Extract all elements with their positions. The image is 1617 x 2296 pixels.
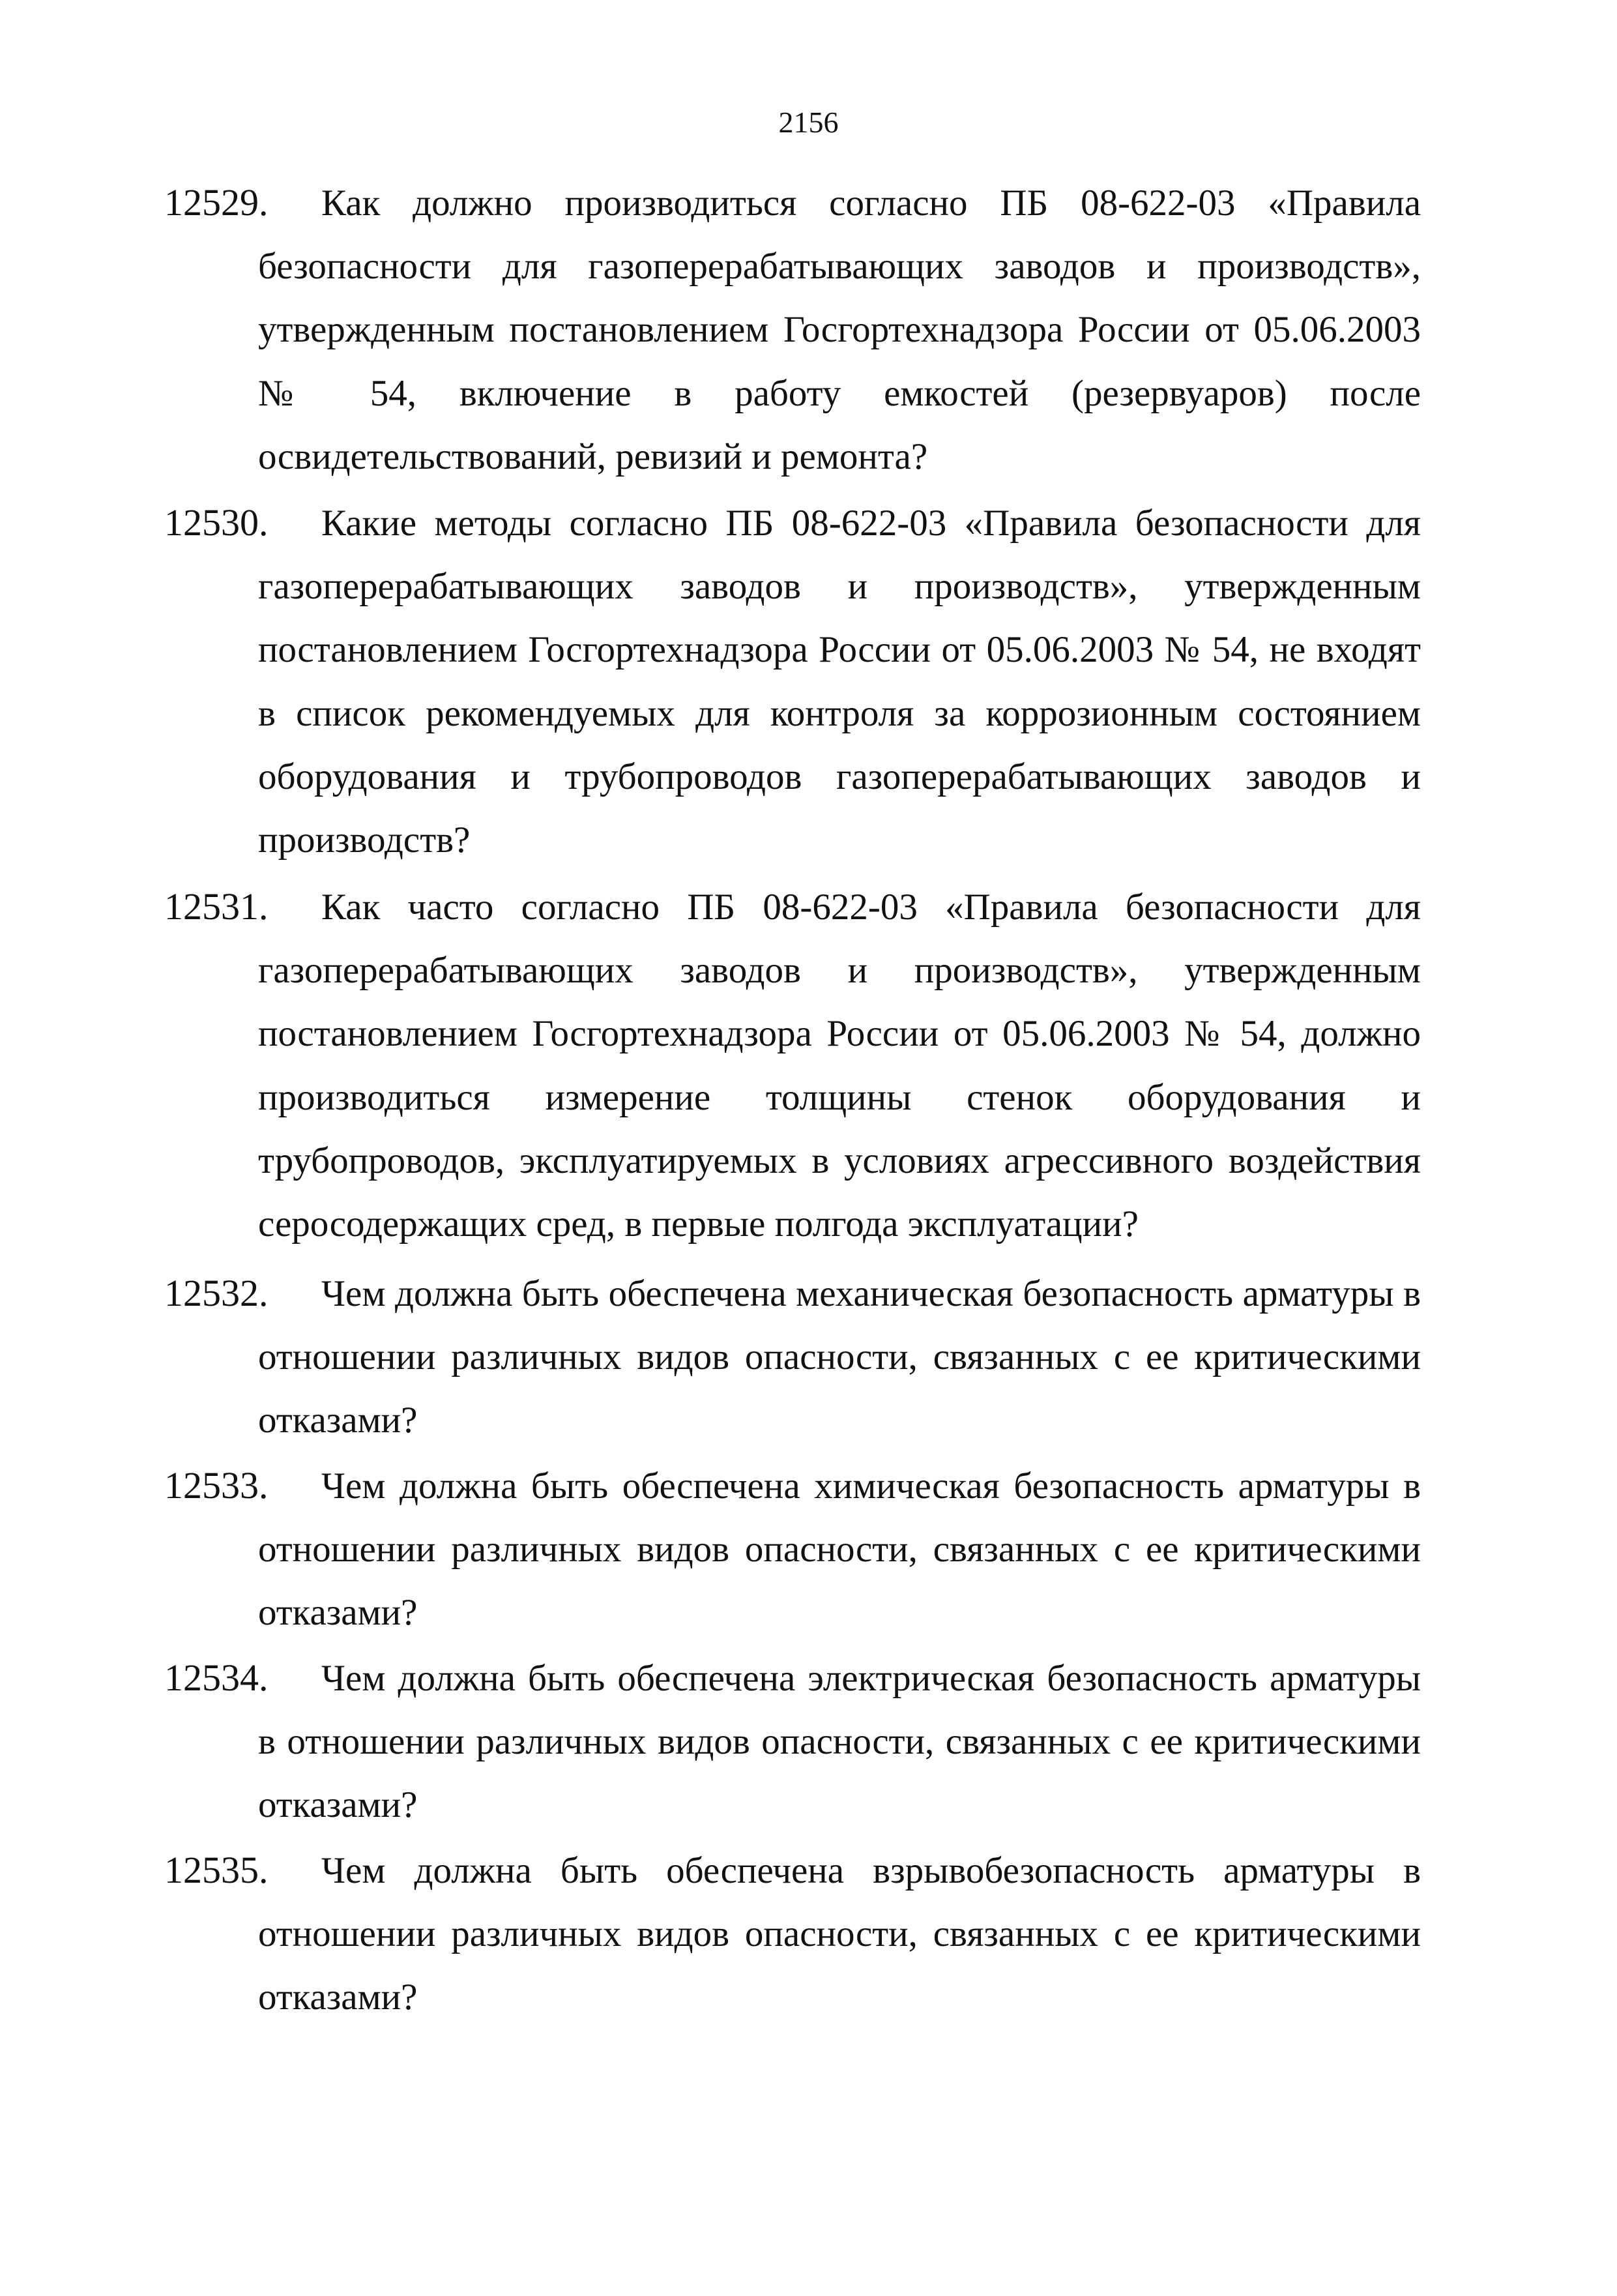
question-number: 12532. [164, 1272, 269, 1314]
question-number: 12535. [164, 1849, 269, 1891]
question-text: Как должно производиться согласно ПБ 08-622-03 «Правила безопасности для газоперерабатывающих заводов и производств», утвержденным постановлением Госгортехнадзора России от 05.06.2003 № 54, включение в работу емкостей (резервуаров) после освидетельствований, ревизий и ремонта? [258, 183, 1421, 477]
question-item [164, 1454, 1421, 1645]
question-number: 12531. [164, 885, 269, 928]
question-number: 12530. [164, 501, 269, 544]
question-text: Как часто согласно ПБ 08-622-03 «Правила безопасности для газоперерабатывающих заводов и производств», утвержденным постановлением Госгортехнадзора России от 05.06.2003 № 54, должно производиться измерение толщины стенок оборудования и трубопроводов, эксплуатируемых в условиях агрессивного воздействия серосодержащих сред, в первые полгода эксплуатации? [258, 887, 1421, 1245]
question-item [164, 1838, 1421, 2029]
question-number: 12534. [164, 1656, 269, 1699]
question-number: 12533. [164, 1464, 269, 1507]
question-text: Какие методы согласно ПБ 08-622-03 «Правила безопасности для газоперерабатывающих заводов и производств», утвержденным постановлением Госгортехнадзора России от 05.06.2003 № 54, не входят в список рекомендуемых для контроля за коррозионным состоянием оборудования и трубопроводов газоперерабатывающих заводов и производств? [258, 503, 1421, 861]
question-number: 12529. [164, 181, 269, 224]
question-item [164, 875, 1421, 1256]
question-text: Чем должна быть обеспечена химическая безопасность арматуры в отношении различных видов опасности, связанных с ее критическими отказами? [258, 1465, 1421, 1634]
question-item [164, 1646, 1421, 1837]
question-text: Чем должна быть обеспечена взрывобезопасность арматуры в отношении различных видов опасности, связанных с ее критическими отказами? [258, 1850, 1421, 2018]
question-text: Чем должна быть обеспечена электрическая безопасность арматуры в отношении различных видов опасности, связанных с ее критическими отказами? [258, 1658, 1421, 1826]
question-item [164, 1261, 1421, 1452]
question-item [164, 171, 1421, 488]
question-item [164, 491, 1421, 872]
question-text: Чем должна быть обеспечена механическая безопасность арматуры в отношении различных видов опасности, связанных с ее критическими отказами? [258, 1273, 1421, 1441]
page-number: 2156 [778, 106, 839, 139]
